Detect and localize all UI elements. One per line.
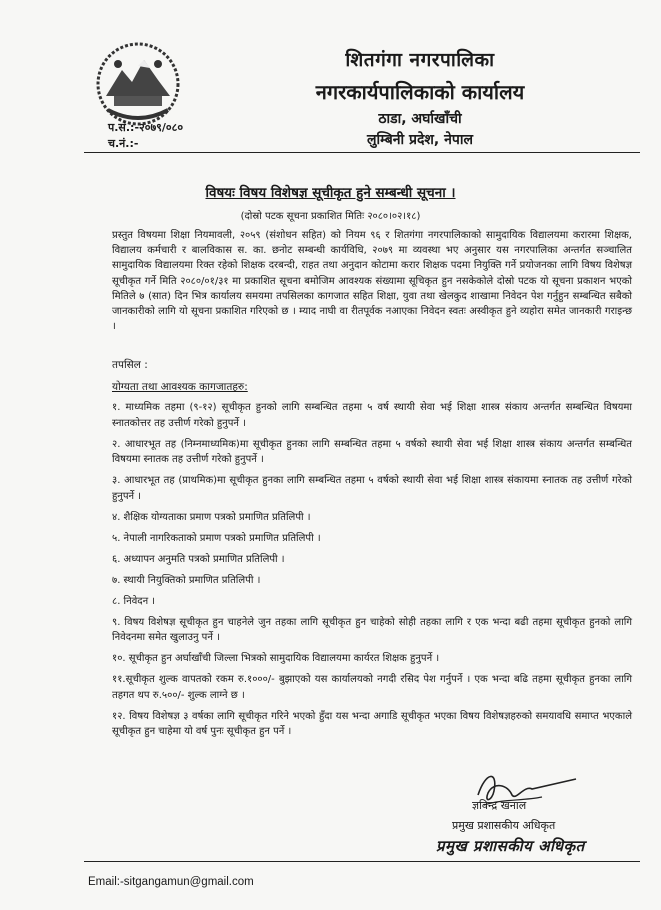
- details-heading: तपसिल :: [112, 359, 148, 371]
- dispatch-number: च.नं.:-: [108, 137, 139, 150]
- list-item: ६. अध्यापन अनुमति पत्रको प्रमाणित प्रतिलिपी ।: [112, 553, 285, 565]
- list-item: ११.सूचीकृत शुल्क वापतको रकम रु.१०००/- बुझाएको यस कार्यालयको नगदी रसिद पेश गर्नुपर्ने । एक भन्दा बढि तहमा सूचीकृत हुनका लागि तहगत थप रु.५००/- शुल्क लाग्ने छ ।: [112, 674, 632, 701]
- notice-body: [112, 228, 632, 334]
- office-address: ठाडा, अर्घाखाँची: [378, 111, 462, 127]
- header-divider: [84, 152, 640, 153]
- footer-divider: [84, 861, 640, 862]
- publication-note: (दोस्रो पटक सूचना प्रकाशित मितिः २०८०।०२।१८): [240, 211, 421, 222]
- notice-subject: विषयः विषय विशेषज्ञ सूचीकृत हुने सम्बन्धी सूचना ।: [205, 185, 456, 201]
- requirements-heading: योग्यता तथा आवश्यक कागजातहरु:: [112, 381, 248, 393]
- letter-number: प.सं.:-२०७९/०८०: [108, 121, 184, 134]
- list-item: १२. विषय विशेषज्ञ ३ वर्षका लागि सूचीकृत गरिने भएको हुँदा यस भन्दा अगाडि सूचीकृत भएका विषय विशेषज्ञहरुको समयावधि समाप्त भएकाले सूचीकृत हुन चाहेमा यो वर्ष पुनः सूचीकृत हुन पर्ने ।: [112, 710, 632, 737]
- list-item: ८. निवेदन ।: [112, 595, 156, 607]
- office-name: नगरकार्यपालिकाको कार्यालय: [315, 80, 525, 104]
- requirements-list: [112, 400, 632, 745]
- list-item: ४. शैक्षिक योग्यताका प्रमाण पत्रको प्रमाणित प्रतिलिपी ।: [112, 511, 311, 523]
- reference-numbers: [108, 120, 183, 152]
- list-item: १०. सूचीकृत हुन अर्घाखाँची जिल्ला भित्रको सामुदायिक विद्यालयमा कार्यरत शिक्षक हुनुपर्ने ।: [112, 653, 440, 664]
- signatory-title: प्रमुख प्रशासकीय अधिकृत: [452, 819, 556, 832]
- body-paragraph: प्रस्तुत विषयमा शिक्षा नियमावली, २०५९ (संशोधन सहित) को नियम ९६ र शितगंगा नगरपालिकाको सामुदायिक विद्यालयमा करारमा शिक्षक, विद्यालय कर्मचारी र बालविकास स. का. छनोट सम्बन्धी कार्यविधि, २०७९ मा व्यवस्था भए अनुसार यस नगरपालिका अन्तर्गत सञ्चालित सामुदायिक विद्यालयमा रिक्त रहेको शिक्षक दरबन्दी, राहत तथा अनुदान कोटामा करार शिक्षक पदमा नियुक्ति गर्ने प्रयोजनका लागि विषय विशेषज्ञ सूचीकृत गर्ने मिति २०८०/०१/३१ मा प्रकाशित सूचना बमोजिम आवश्यक संख्यामा सूचिकृत हुन नसकेकोले दोस्रो पटक यो सूचना प्रकाशन भएको मितिले ७ (सात) दिन भित्र कार्यालय समयमा तपसिलका कागजात सहित शिक्षा, युवा तथा खेलकुद शाखामा निवेदन पेश गर्नुहुन सम्बन्धित सबैको जानकारीको लागि यो सूचना प्रकाशित गरिएको छ । म्याद नाघी वा रीतपूर्वक नआएका निवेदन स्वतः अस्वीकृत हुने व्यहोरा समेत जानकारी गराइन्छ ।: [112, 230, 632, 333]
- list-item: ७. स्थायी नियुक्तिको प्रमाणित प्रतिलिपी ।: [112, 574, 261, 586]
- signatory-name: ज्ञविन्द्र खनाल: [472, 799, 527, 812]
- municipality-name: शितगंगा नगरपालिका: [345, 49, 495, 71]
- list-item: १. माध्यमिक तहमा (९-१२) सूचीकृत हुनको लागि सम्बन्धित तहमा ५ वर्ष स्थायी सेवा भई शिक्षा शास्त्र संकाय अन्तर्गत सम्बन्धित विषयमा स्नातकोत्तर तह उत्तीर्ण गरेको हुनुपर्ने ।: [112, 402, 632, 429]
- list-item: २. आधारभूत तह (निम्नमाध्यमिक)मा सूचीकृत हुनका लागि सम्बन्धित तहमा ५ वर्षको स्थायी सेवा भई शिक्षा शास्त्र संकाय अन्तर्गत सम्बन्धित विषयमा स्नातक तह उत्तीर्ण गरेको हुनुपर्ने ।: [112, 438, 632, 465]
- office-header: [200, 46, 640, 149]
- province-name: लुम्बिनी प्रदेश, नेपाल: [367, 132, 473, 148]
- list-item: ५. नेपाली नागरिकताको प्रमाण पत्रको प्रमाणित प्रतिलिपी ।: [112, 532, 321, 544]
- office-stamp: प्रमुख प्रशासकीय अधिकृत: [436, 837, 585, 855]
- nepal-emblem-logo: [88, 40, 188, 130]
- footer-email: Email:-sitgangamun@gmail.com: [88, 876, 254, 888]
- list-item: ३. आधारभूत तह (प्राथमिक)मा सूचीकृत हुनका लागि सम्बन्धित तहमा ५ वर्षको स्थायी सेवा भई शिक्षा शास्त्र संकायमा स्नातक तह उत्तीर्ण गरेको हुनुपर्ने ।: [112, 475, 632, 502]
- list-item: ९. विषय विशेषज्ञ सूचीकृत हुन चाहनेले जुन तहका लागि सूचीकृत हुन चाहेको सोही तहका लागि र एक भन्दा बढी तहमा सूचीकृत हुनको लागि निवेदनमा समेत खुलाउनु पर्ने ।: [112, 616, 632, 643]
